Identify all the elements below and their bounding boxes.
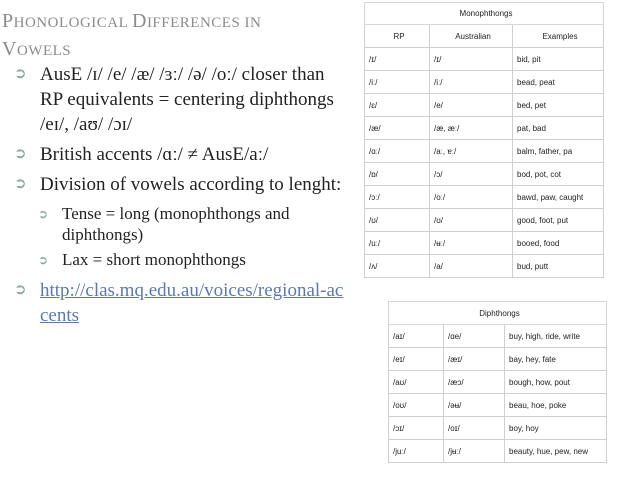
table-row: [365, 186, 604, 209]
table-cell: /uː/: [365, 232, 430, 255]
table-cell: bed, pet: [513, 94, 604, 117]
table-row: [389, 440, 607, 463]
table-row: [389, 348, 607, 371]
table-cell: /aː, ɐː/: [430, 140, 513, 163]
table-cell: /oɪ/: [444, 417, 505, 440]
table-cell: /æɪ/: [444, 348, 505, 371]
title-line-1: PHONOLOGICAL DIFFERENCES IN: [2, 10, 262, 32]
table-cell: /ʌ/: [365, 255, 430, 278]
table-cell: /ɔː/: [365, 186, 430, 209]
table-row: [365, 232, 604, 255]
table-row: [389, 417, 607, 440]
table-cell: /ɪ/: [365, 48, 430, 71]
table-cell: /iː/: [365, 71, 430, 94]
table-row: [365, 163, 604, 186]
table-cell: bough, how, pout: [505, 371, 607, 394]
table-row: [389, 394, 607, 417]
table-cell: /ɔɪ/: [389, 417, 444, 440]
curved-bullet-icon: ➲: [38, 207, 49, 221]
table-cell: good, foot, put: [513, 209, 604, 232]
table-cell: booed, food: [513, 232, 604, 255]
table-cell: /æɔ/: [444, 371, 505, 394]
curved-bullet-icon: ➲: [14, 66, 27, 82]
bullet-item: [14, 278, 350, 328]
table-cell: bay, hey, fate: [505, 348, 607, 371]
table-cell: /iː/: [430, 71, 513, 94]
voices-link[interactable]: http://clas.mq.edu.au/voices/regional-accents: [40, 280, 344, 326]
table-row: [365, 48, 604, 71]
table-cell: /əʉ/: [444, 394, 505, 417]
table-cell: balm, father, pa: [513, 140, 604, 163]
table-caption: Monophthongs: [365, 3, 604, 25]
column-header: Australian: [430, 25, 513, 48]
table-cell: /ʊ/: [365, 209, 430, 232]
monophthongs-table: [364, 2, 604, 278]
table-cell: bud, putt: [513, 255, 604, 278]
bullet-item: ➲ Division of vowels according to lenght:: [14, 174, 342, 195]
table-cell: beau, hoe, poke: [505, 394, 607, 417]
column-header: Examples: [513, 25, 604, 48]
table-cell: /oʊ/: [389, 394, 444, 417]
table-cell: /eɪ/: [389, 348, 444, 371]
curved-bullet-icon: ➲: [14, 282, 27, 298]
table-cell: /ʊ/: [430, 209, 513, 232]
table-cell: /ɛ/: [365, 94, 430, 117]
table-cell: /ɑe/: [444, 325, 505, 348]
bullet-item: ➲ AusE /ɪ/ /e/ /æ/ /ɜː/ /ə/ /oː/ closer than RP equivalents = centering diphthongs /eɪ/, /aʊ/ /ɔɪ/: [14, 64, 334, 135]
table-cell: /ɔ/: [430, 163, 513, 186]
table-row: [365, 140, 604, 163]
table-row: [365, 94, 604, 117]
table-cell: /aɪ/: [389, 325, 444, 348]
table-cell: bead, peat: [513, 71, 604, 94]
table-cell: bawd, paw, caught: [513, 186, 604, 209]
table-caption: Diphthongs: [389, 302, 607, 325]
table-row: [365, 255, 604, 278]
curved-bullet-icon: ➲: [14, 176, 27, 192]
table-cell: /æ/: [365, 117, 430, 140]
table-cell: bod, pot, cot: [513, 163, 604, 186]
title-line-2: VOWELS: [2, 38, 72, 60]
sub-bullet-item: ➲ Tense = long (monophthongs and diphthongs): [38, 204, 290, 244]
table-cell: /ʉː/: [430, 232, 513, 255]
table-row: [365, 209, 604, 232]
table-row: [365, 117, 604, 140]
diphthongs-table: [388, 301, 607, 463]
table-cell: /juː/: [389, 440, 444, 463]
table-row: [389, 325, 607, 348]
table-cell: /e/: [430, 94, 513, 117]
curved-bullet-icon: ➲: [14, 146, 27, 162]
table-cell: /jʉː/: [444, 440, 505, 463]
bullet-list: [14, 62, 350, 333]
table-cell: /ɑː/: [365, 140, 430, 163]
table-cell: boy, hoy: [505, 417, 607, 440]
table-cell: beauty, hue, pew, new: [505, 440, 607, 463]
table-cell: /a/: [430, 255, 513, 278]
table-cell: /oː/: [430, 186, 513, 209]
column-header: RP: [365, 25, 430, 48]
table-cell: /ɒ/: [365, 163, 430, 186]
table-cell: /æ, æː/: [430, 117, 513, 140]
sub-bullet-item: ➲ Lax = short monophthongs: [38, 250, 246, 269]
table-row: [365, 71, 604, 94]
slide-title: [2, 8, 342, 64]
table-cell: /ɪ/: [430, 48, 513, 71]
table-row: [389, 371, 607, 394]
table-cell: /aʊ/: [389, 371, 444, 394]
bullet-item: ➲ British accents /ɑː/ ≠ AusE/aː/: [14, 144, 269, 165]
table-cell: pat, bad: [513, 117, 604, 140]
table-cell: buy, high, ride, write: [505, 325, 607, 348]
table-cell: bid, pit: [513, 48, 604, 71]
curved-bullet-icon: ➲: [38, 253, 49, 267]
